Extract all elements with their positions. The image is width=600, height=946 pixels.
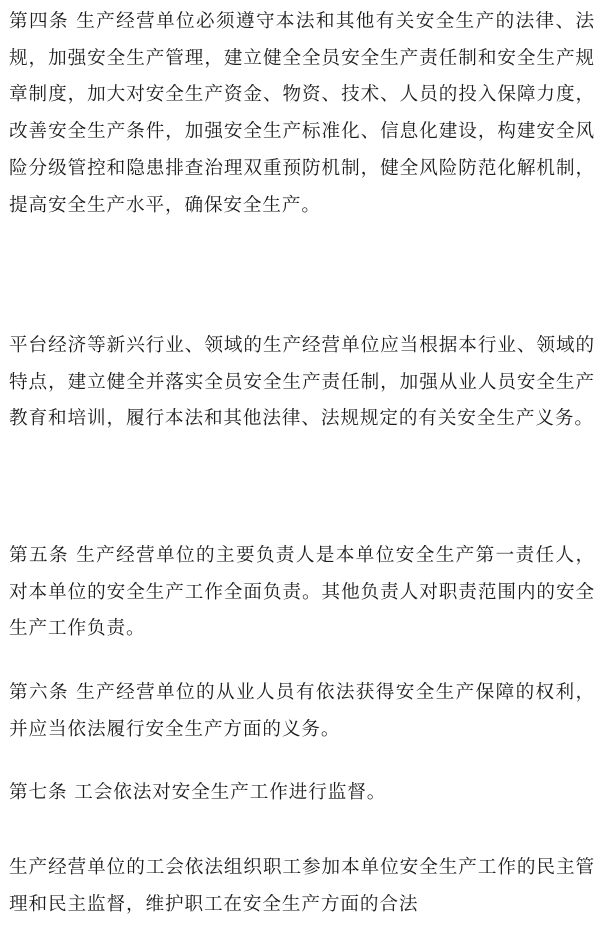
article-6-paragraph: 第六条 生产经营单位的从业人员有依法获得安全生产保障的权利，并应当依法履行安全生产方面的义务。 (9, 682, 595, 740)
platform-economy-paragraph: 平台经济等新兴行业、领域的生产经营单位应当根据本行业、领域的特点，建立健全并落实全员安全生产责任制，加强从业人员安全生产教育和培训，履行本法和其他法律、法规规定的有关安全生产义务。 (9, 335, 595, 430)
article-4-paragraph: 第四条 生产经营单位必须遵守本法和其他有关安全生产的法律、法规，加强安全生产管理，建立健全全员安全生产责任制和安全生产规章制度，加大对安全生产资金、物资、技术、人员的投入保障力度，改善安全生产条件，加强安全生产标准化、信息化建设，构建安全风险分级管控和隐患排查治理双重预防机制，健全风险防范化解机制，提高安全生产水平，确保安全生产。 (9, 11, 595, 216)
article-7-paragraph: 第七条 工会依法对安全生产工作进行监督。 (9, 782, 387, 803)
trade-union-paragraph: 生产经营单位的工会依法组织职工参加本单位安全生产工作的民主管理和民主监督，维护职工在安全生产方面的合法 (9, 857, 595, 915)
article-5-paragraph: 第五条 生产经营单位的主要负责人是本单位安全生产第一责任人，对本单位的安全生产工作全面负责。其他负责人对职责范围内的安全生产工作负责。 (9, 545, 595, 640)
